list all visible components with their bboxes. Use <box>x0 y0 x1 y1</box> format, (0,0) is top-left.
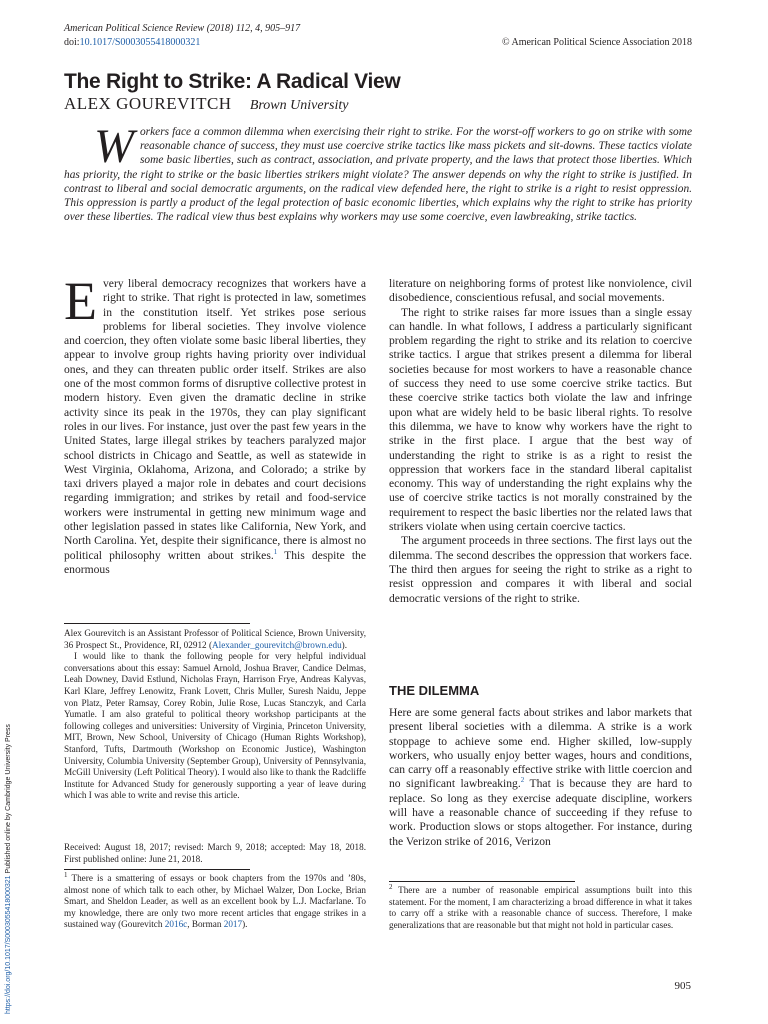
publication-dates: Received: August 18, 2017; revised: March 9, 2018; accepted: May 18, 2018. First published online: June 21, 2018. <box>64 842 366 864</box>
article-title: The Right to Strike: A Radical View <box>64 70 401 93</box>
author-bio-text: Alex Gourevitch is an Assistant Professor of Political Science, Brown University, 36 Prospect St., Providence, RI, 02912 ( <box>64 628 366 650</box>
abstract-dropcap: W <box>94 120 134 173</box>
author-bio-close: ). <box>341 639 348 650</box>
section-body <box>389 706 692 849</box>
author-email-link[interactable]: Alexander_gourevitch@brown.edu <box>212 639 342 650</box>
dilemma-paragraph <box>389 706 692 849</box>
author-footnote <box>64 628 366 802</box>
citation-link-2016c[interactable]: 2016c <box>164 919 188 930</box>
footnote-divider-2 <box>389 881 575 882</box>
author-bio <box>64 628 366 651</box>
author-affiliation: Brown University <box>249 98 349 113</box>
intro-paragraph <box>64 271 366 577</box>
footnote-2-text <box>389 882 692 931</box>
sidebar-publisher-text: Published online by Cambridge University Press <box>5 724 12 876</box>
abstract-text: orkers face a common dilemma when exercising their right to strike. For the worst-off workers to go on strike with some reasonable chance of success, they must use coercive strike tactics like mass pickets and sit-downs. These tactics violate some basic liberties, such as contract, association, and private property, and the laws that protect those liberties. Which has priority, the right to strike or the basic liberties strikers might violate? The answer depends on why the right to strike is justified. In contrast to liberal and social democratic arguments, on the radical view defended here, the right to strike is a right to resist oppression. This oppression is partly a product of the legal protection of basic economic liberties, which explains why the right to strike has priority over these liberties. The radical view thus best explains why workers may use some coercive, even lawbreaking, strike tactics. <box>64 126 692 224</box>
footnote-1-text <box>64 870 366 931</box>
intro-dropcap: E <box>64 271 97 331</box>
dilemma-text: Here are some general facts about strikes and labor markets that present liberal societies with a dilemma. A strike is a work stoppage to achieve some end. Higher skilled, low-supply workers, who usually enjoy better wages, hours and conditions, can carry off a reasonably effective strike with little coercion and no significant lawbreaking. <box>389 706 692 791</box>
footnote-1-body: There is a smattering of essays or book chapters from the 1970s and ’80s, almost none of which talk to each other, by Michael Walzer, Don Locke, Brian Smart, and Sheldon Leader, as well as an excellent book by L.J. Macfarlane. To my knowledge, there are only two more recent articles that engage strikes in a sustained way (Gourevitch <box>64 873 366 930</box>
sidebar-doi-notice <box>5 654 12 1014</box>
footnote-ref-2[interactable]: 2 <box>520 776 525 785</box>
footnote-2-body: There are a number of reasonable empirical assumptions built into this statement. For the moment, I am characterizing a broad difference in what it takes to carry off a strike with a reasonable chance of success. Therefore, I make generalizations that are reasonable but that might not hold in particular cases. <box>389 885 692 930</box>
footnote-2-number: 2 <box>389 882 393 891</box>
sidebar-doi-link[interactable]: https://doi.org/10.1017/S0003055418000321 <box>5 875 12 1014</box>
paragraph-argument: The right to strike raises far more issues than a single essay can handle. In what follows, I address a particularly significant problem regarding the right to strike and its relation to coercive strike tactics. I argue that strikes present a dilemma for liberal societies because for most workers to have a reasonable chance of success they need to use some coercive strike tactics. But these coercive strike tactics both violate the law and infringe upon what are widely held to be basic liberal rights. To resolve this dilemma, we have to know why workers have the right to strike in the first place. I argue that the best way of understanding the right to strike is as a right to resist the oppression that workers face in the standard liberal capitalist economy. This way of understanding the right explains why the use of coercive strike tactics is not morally constrained by the requirement to respect the basic liberties nor the related laws that strikers violate when using certain coercive tactics. <box>389 305 692 534</box>
doi-link[interactable]: 10.1017/S0003055418000321 <box>79 37 201 48</box>
section-heading: THE DILEMMA <box>389 683 480 698</box>
paragraph-outline: The argument proceeds in three sections. The first lays out the dilemma. The second describes the oppression that workers face. The third then argues for seeing the right to strike as a right to resist oppression and compares it with liberal and social democratic versions of the right to strike. <box>389 534 692 605</box>
page-number: 905 <box>674 980 691 992</box>
footnote-1-mid: , Borman <box>187 919 224 930</box>
footnote-2 <box>389 882 692 931</box>
citation-link-2017[interactable]: 2017 <box>223 919 243 930</box>
doi-line <box>64 36 692 50</box>
author-line <box>64 94 348 114</box>
paragraph-continued: literature on neighboring forms of protest like nonviolence, civil disobedience, conscientious refusal, and social movements. <box>389 277 692 305</box>
copyright-notice: © American Political Science Association 2018 <box>501 37 692 48</box>
dilemma-text-end: That is because they are hard to replace. So long as they exercise adequate discipline, workers will have a reasonable chance of succeeding if they refuse to work. Production slows or stops altogether. For instance, during the Verizon strike of 2016, Verizon <box>389 777 692 848</box>
intro-text-end: This despite the enormous <box>64 548 366 576</box>
body-column-right <box>389 277 692 606</box>
journal-citation: American Political Science Review (2018) 112, 4, 905–917 <box>64 23 301 34</box>
doi-prefix: doi: <box>64 37 80 48</box>
footnote-1-number: 1 <box>64 870 68 879</box>
acknowledgments: I would like to thank the following people for very helpful individual conversations about this essay: Samuel Arnold, Joshua Braver, Candice Delmas, Leah Downey, David Estlund, Nicholas Frayn, Harrison Frye, Andreas Kalyvas, Karl Klare, Jeffrey Lenowitz, Frank Lovett, Chris Muller, Suresh Naidu, Jeppe von Platz, Peter Ramsay, Corey Robin, Julie Rose, Lucas Stanczyk, and Carla Yumatle. I am also grateful to political theory workshop participants at the following colleges and universities: University of Virginia, Princeton University, MIT, Brown, New School, University of Chicago (Human Rights Workshop), Stanford, Tufts, Dartmouth (Workshop on Economic Justice), Washington University, Columbia University (September Group), University of Pennsylvania, McGill University (Left Political Theory). I would also like to thank the Radcliffe Institute for Advanced Study for generously supporting a year of leave during which I was able to write and revise this article. <box>64 651 366 801</box>
abstract <box>64 120 692 224</box>
footnote-divider <box>64 623 250 624</box>
footnote-1 <box>64 870 366 931</box>
footnote-1-close: ). <box>242 919 248 930</box>
footnote-divider-1 <box>64 869 250 870</box>
intro-text: very liberal democracy recognizes that workers have a right to strike. That right is protected in law, sometimes in the constitution itself. Yet strikes pose serious problems for liberal societies. They involve violence and coercion, they often violate some basic liberal liberties, they appear to involve group rights having priority over individual ones, and they can threaten public order itself. Strikes are also one of the most common forms of disruptive collective protest in modern history. Even given the dramatic decline in strike activity since its peak in the 1970s, they can play significant roles in our lives. For instance, just over the past few years in the United States, large illegal strikes by teachers paralyzed major school districts in Chicago and Seattle, as well as statewide in West Virginia, Oklahoma, Arizona, and Colorado; a strike by taxi drivers played a major role in debates and court decisions regarding immigration; and strikes by retail and food-service workers were instrumental in getting new minimum wage and other legislation passed in states like California, New York, and North Carolina. Yet, despite their significance, there is almost no political philosophy written about strikes. <box>64 277 366 562</box>
body-column-left <box>64 271 366 577</box>
author-name: ALEX GOUREVITCH <box>64 94 232 113</box>
footnote-ref-1[interactable]: 1 <box>273 547 278 556</box>
